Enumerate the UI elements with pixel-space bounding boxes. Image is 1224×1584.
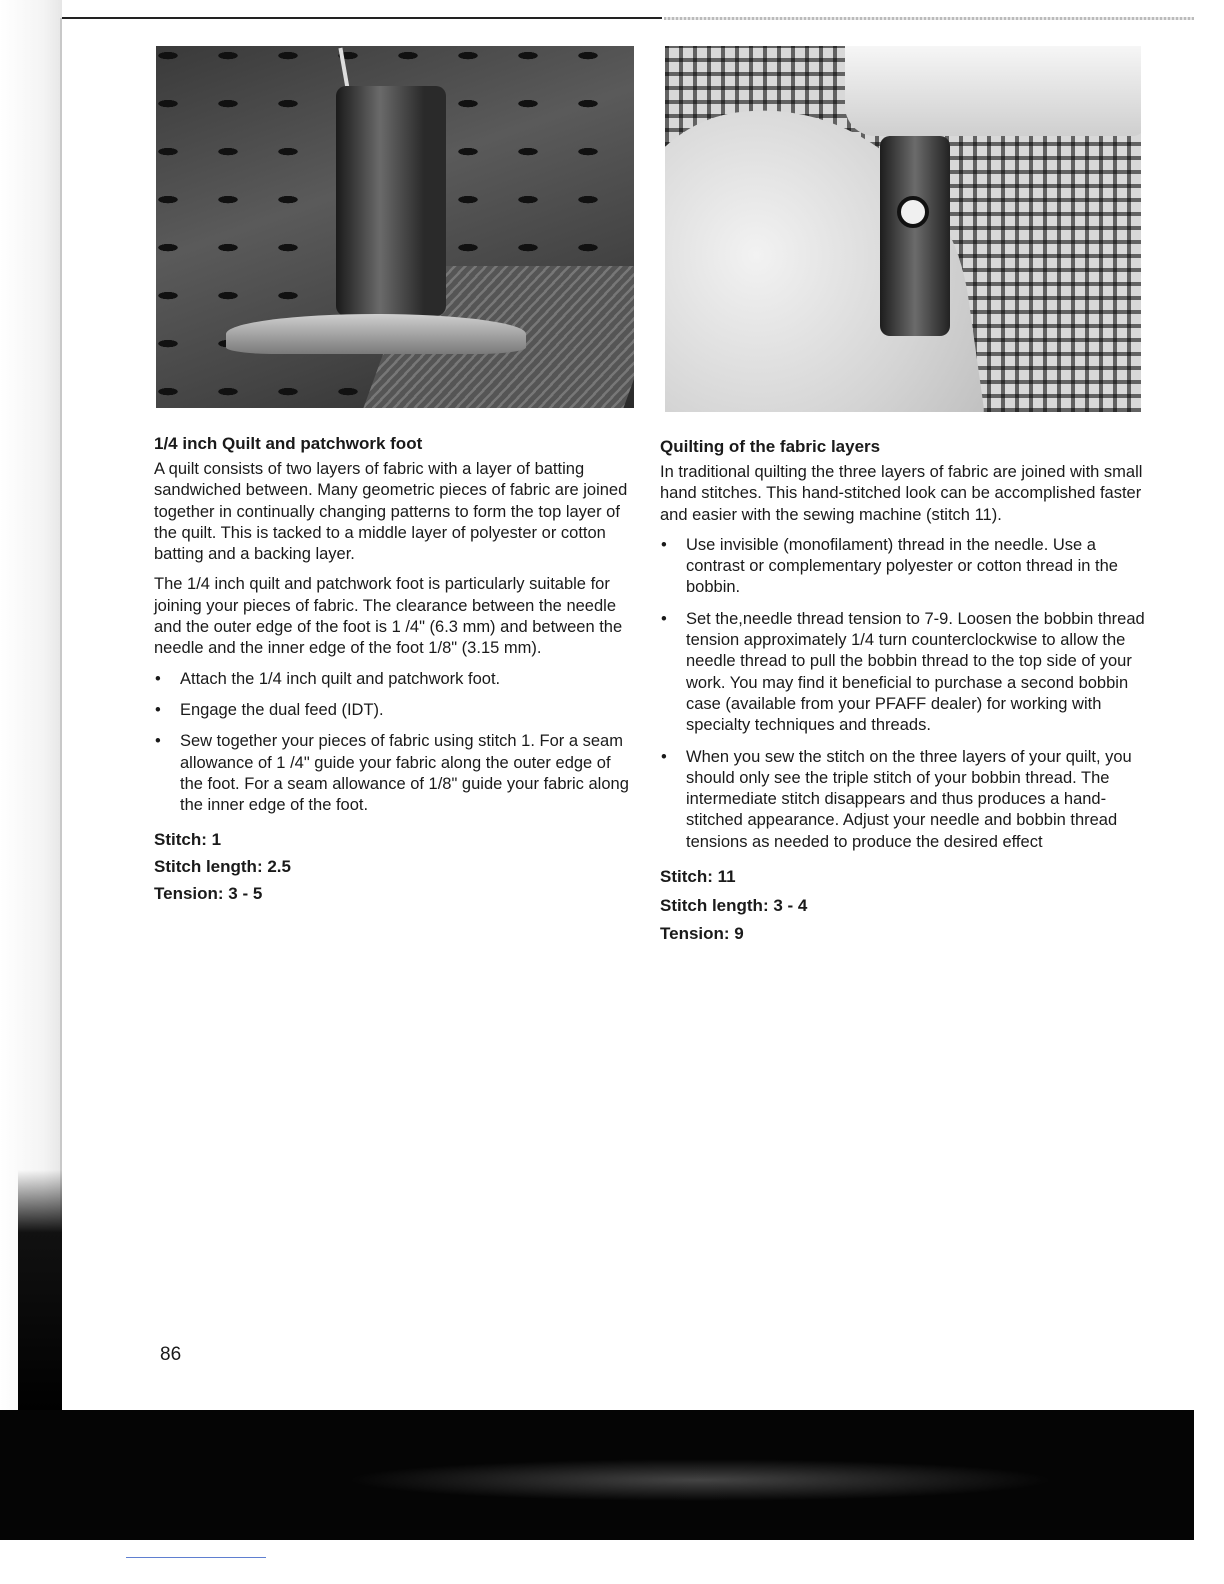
photo-machine-arm	[845, 46, 1141, 136]
left-column	[154, 433, 634, 907]
scan-shadow-bottom	[0, 1410, 1194, 1540]
bullet-item: • Use invisible (monofilament) thread in the needle. Use a contrast or complementary polyester or cotton thread in the bobbin.	[660, 535, 1150, 599]
scan-shadow-left	[18, 1170, 62, 1420]
bullet-list	[154, 669, 634, 817]
spec-stitch: Stitch: 1	[154, 830, 222, 850]
top-rule	[62, 17, 662, 19]
underline-mark	[126, 1557, 266, 1558]
right-column	[660, 436, 1150, 949]
photo-presser-foot	[336, 86, 446, 316]
spec-tension: Tension: 9	[660, 924, 744, 944]
paragraph: The 1/4 inch quilt and patchwork foot is particularly suitable for joining your pieces of fabric. The clearance between the needle and the outer edge of the foot is 1 /4" (6.3 mm) and between the needle and the inner edge of the foot 1/8" (3.15 mm).	[154, 575, 623, 658]
bullet-item: • Attach the 1/4 inch quilt and patchwork foot.	[154, 669, 634, 690]
photo-foot-sole	[226, 314, 526, 354]
section-heading: Quilting of the fabric layers	[660, 437, 881, 456]
photo-foot-ring	[897, 196, 929, 228]
spec-stitch-length: Stitch length: 2.5	[154, 857, 291, 877]
bullet-item: • Sew together your pieces of fabric using stitch 1. For a seam allowance of 1 /4" guide your fabric along the outer edge of the foot. For a seam allowance of 1/8" guide your fabric along the inner edge of the foot.	[154, 731, 634, 816]
paragraph: In traditional quilting the three layers of fabric are joined with small hand stitches. This hand-stitched look can be accomplished faster and easier with the sewing machine (stitch 11).	[660, 463, 1143, 524]
bullet-list	[660, 535, 1150, 853]
bullet-item: • When you sew the stitch on the three layers of your quilt, you should only see the triple stitch of your bobbin thread. The intermediate stitch disappears and thus produces a hand-stitched appearance. Adjust your needle and bobbin thread tensions as needed to produce the desired effect	[660, 747, 1150, 853]
paragraph: A quilt consists of two layers of fabric with a layer of batting sandwiched between. Many geometric pieces of fabric are joined together in continually changing patterns to form the top layer of the quilt. This is tacked to a middle layer of polyester or cotton batting and a backing layer.	[154, 460, 628, 564]
page-number: 86	[160, 1344, 182, 1365]
photo-presser-foot	[880, 136, 950, 336]
section-heading: 1/4 inch Quilt and patchwork foot	[154, 434, 423, 453]
spec-stitch-length: Stitch length: 3 - 4	[660, 895, 808, 915]
top-rule-faded	[664, 17, 1194, 20]
spec-stitch: Stitch: 11	[660, 867, 736, 887]
bullet-item: • Set the,needle thread tension to 7-9. Loosen the bobbin thread tension approximately 1/4 turn counterclockwise to allow the needle thread to pull the bobbin thread to the top side of your work. You may find it beneficial to purchase a second bobbin case (available from your PFAFF dealer) for working with specialty techniques and threads.	[660, 609, 1150, 737]
bullet-item: • Engage the dual feed (IDT).	[154, 700, 634, 721]
spec-tension: Tension: 3 - 5	[154, 884, 263, 904]
photo-quilting-layers	[665, 46, 1141, 412]
photo-quilt-foot	[156, 46, 634, 408]
